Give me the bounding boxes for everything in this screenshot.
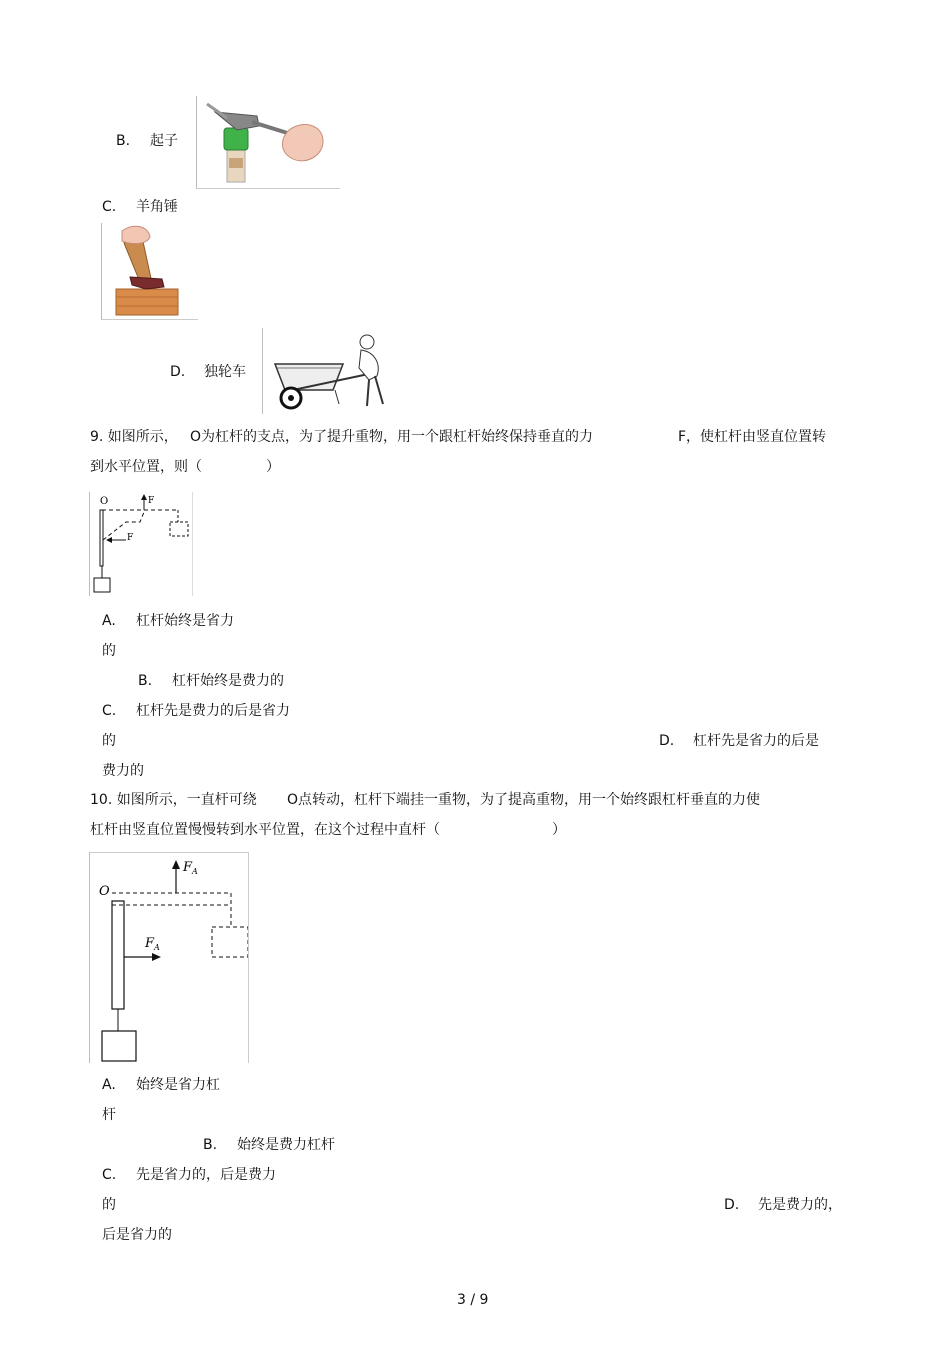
option-letter: D. — [724, 1197, 740, 1213]
q9-option-d-cont — [102, 761, 144, 781]
q10-option-a-cont — [102, 1105, 116, 1125]
option-letter: C. — [102, 199, 117, 215]
force-label-fa-top: $F_A$ — [183, 860, 198, 876]
fulcrum-label-o: O — [99, 884, 110, 899]
option-text: 独轮车 — [204, 364, 246, 380]
q10-lever-diagram — [89, 852, 249, 1063]
q10-option-b — [203, 1135, 335, 1155]
option-text: 杠杆先是省力的后是 — [693, 733, 819, 749]
q9-number: 9. 如图所示， — [90, 429, 178, 445]
option-text: 杠杆始终是省力 — [136, 613, 234, 629]
q10-stem-line-1 — [90, 790, 257, 810]
q10-option-d-cont — [102, 1225, 172, 1245]
q9-stem-line-2 — [90, 457, 202, 477]
q9-option-b — [138, 671, 284, 691]
q9-stem-text-end: F，使杠杆由竖直位置转 — [678, 429, 827, 445]
option-text: 始终是费力杠杆 — [237, 1137, 335, 1153]
q9-option-c — [102, 701, 290, 721]
option-letter: B. — [138, 673, 153, 689]
option-text-cont: 杆 — [102, 1107, 116, 1123]
q9-option-d — [659, 731, 819, 751]
q10-option-a — [102, 1075, 220, 1095]
force-label-fa-side: $F_A$ — [145, 936, 160, 952]
q9-option-a — [102, 611, 234, 631]
claw-hammer-image — [101, 223, 198, 320]
q9-stem-paren-close — [266, 457, 280, 477]
option-letter: A. — [102, 1077, 116, 1093]
option-letter: B. — [203, 1137, 218, 1153]
option-text: 杠杆先是费力的后是省力 — [136, 703, 290, 719]
option-text: 先是省力的，后是费力 — [136, 1167, 276, 1183]
option-text-cont: 后是省力的 — [102, 1227, 172, 1243]
q10-option-d — [724, 1195, 842, 1215]
q10-option-c — [102, 1165, 276, 1185]
q9-paren: ） — [266, 459, 280, 475]
option-text-cont: 的 — [102, 1197, 116, 1213]
force-label-f-top: F — [148, 496, 155, 506]
q10-paren: ） — [552, 822, 566, 838]
q9-option-a-cont — [102, 641, 116, 661]
option-letter: C. — [102, 703, 117, 719]
q8-option-d — [170, 362, 246, 382]
option-text-cont: 费力的 — [102, 763, 144, 779]
option-letter: D. — [170, 364, 186, 380]
fulcrum-label-o: O — [100, 496, 109, 507]
wheelbarrow-image — [262, 328, 390, 414]
option-letter: C. — [102, 1167, 117, 1183]
q10-stem-text-2: 杠杆由竖直位置慢慢转到水平位置，在这个过程中直杆（ — [90, 822, 440, 838]
q10-stem-line-2 — [90, 820, 440, 840]
option-letter: A. — [102, 613, 116, 629]
option-text: 起子 — [150, 133, 178, 149]
option-text: 始终是省力杠 — [136, 1077, 220, 1093]
option-text-cont: 的 — [102, 643, 116, 659]
q9-stem-text: O为杠杆的支点，为了提升重物，用一个跟杠杆始终保持垂直的力 — [190, 429, 594, 445]
option-text: 羊角锤 — [136, 199, 178, 215]
q9-stem-text-2: 到水平位置，则（ — [90, 459, 202, 475]
option-text: 先是费力的， — [758, 1197, 842, 1213]
q8-option-c — [102, 197, 178, 217]
q9-lever-diagram — [89, 492, 193, 596]
option-text-cont: 的 — [102, 733, 116, 749]
q10-stem-paren-close — [552, 820, 566, 840]
option-letter: D. — [659, 733, 675, 749]
bottle-opener-image — [196, 96, 340, 189]
q9-option-c-cont — [102, 731, 116, 751]
q10-stem-text-b: O点转动，杠杆下端挂一重物，为了提高重物，用一个始终跟杠杆垂直的力使 — [287, 792, 761, 808]
q8-option-b — [116, 131, 178, 151]
q10-option-c-cont — [102, 1195, 116, 1215]
q10-stem-line-1b — [287, 790, 760, 810]
q9-stem-line-1b — [190, 427, 593, 447]
force-label-f-side: F — [127, 533, 134, 543]
option-text: 杠杆始终是费力的 — [172, 673, 284, 689]
q9-stem-line-1c — [678, 427, 826, 447]
q9-stem-line-1 — [90, 427, 178, 447]
page-number: 3 / 9 — [457, 1292, 489, 1308]
q10-stem-text: 10. 如图所示，一直杆可绕 — [90, 792, 257, 808]
option-letter: B. — [116, 133, 131, 149]
